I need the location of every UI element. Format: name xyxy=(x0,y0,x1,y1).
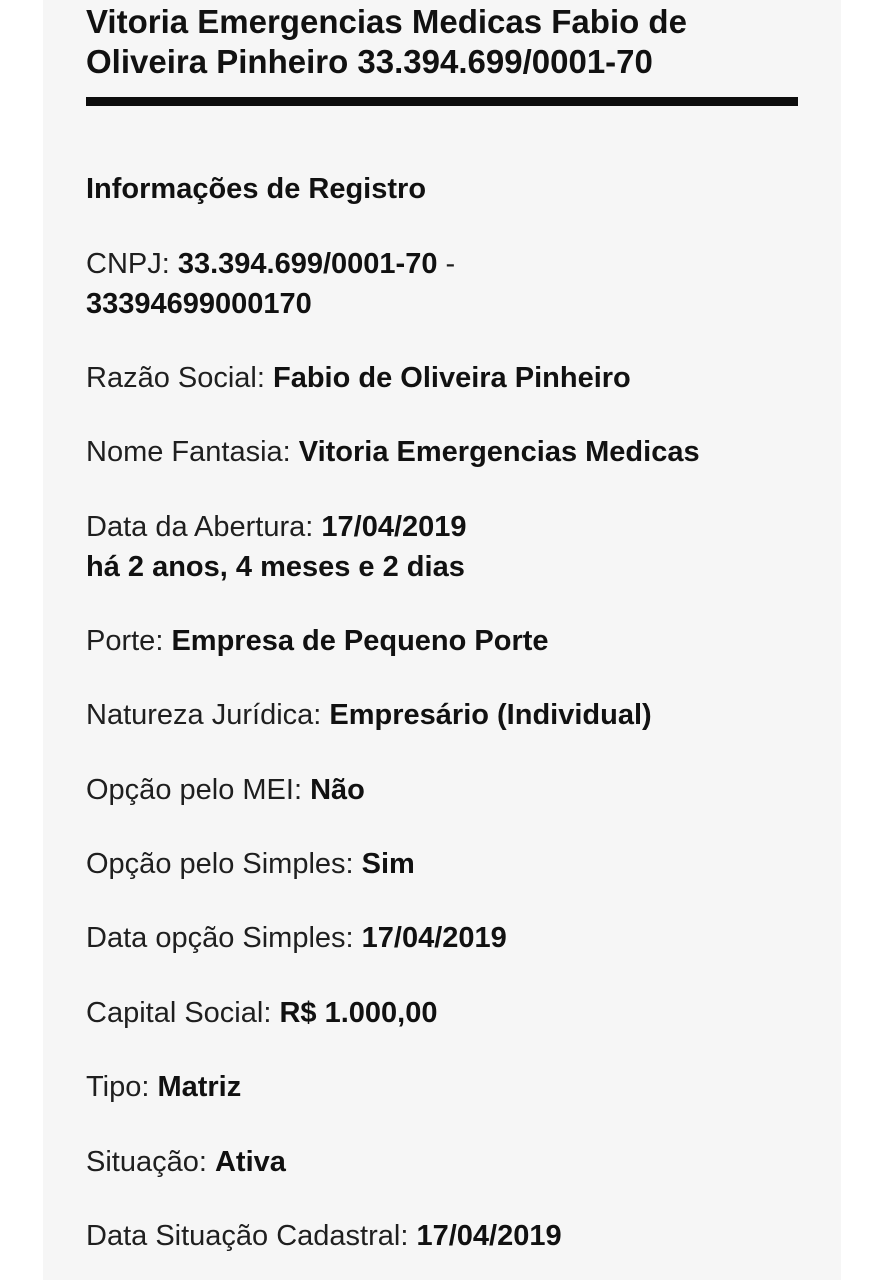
field-situacao xyxy=(86,1142,798,1182)
field-nome-fantasia xyxy=(86,432,798,472)
porte-label: Porte: xyxy=(86,625,172,657)
cnpj-separator: - xyxy=(437,248,456,280)
cnpj-digits: 33394699000170 xyxy=(86,288,312,320)
field-data-abertura xyxy=(86,507,798,587)
opcao-mei-value: Não xyxy=(310,774,365,806)
razao-social-value: Fabio de Oliveira Pinheiro xyxy=(273,362,631,394)
situacao-value: Ativa xyxy=(214,1146,286,1178)
data-abertura-label: Data da Abertura: xyxy=(86,511,322,543)
page-title: Vitoria Emergencias Medicas Fabio de Oliveira Pinheiro 33.394.699/0001-70 xyxy=(86,3,687,80)
capital-social-label: Capital Social: xyxy=(86,997,280,1029)
capital-social-value: R$ 1.000,00 xyxy=(279,997,438,1029)
data-abertura-value: 17/04/2019 xyxy=(321,511,467,543)
field-razao-social xyxy=(86,358,798,398)
tipo-value: Matriz xyxy=(157,1071,242,1103)
field-cnpj xyxy=(86,244,798,324)
data-opcao-simples-label: Data opção Simples: xyxy=(86,922,362,954)
natureza-juridica-value: Empresário (Individual) xyxy=(329,699,652,731)
field-capital-social xyxy=(86,993,798,1033)
porte-value: Empresa de Pequeno Porte xyxy=(171,625,549,657)
field-data-situacao xyxy=(86,1216,798,1256)
nome-fantasia-value: Vitoria Emergencias Medicas xyxy=(298,436,700,468)
opcao-mei-label: Opção pelo MEI: xyxy=(86,774,311,806)
cnpj-label: CNPJ: xyxy=(86,248,178,280)
situacao-label: Situação: xyxy=(86,1146,215,1178)
company-card xyxy=(43,0,841,1280)
field-opcao-mei xyxy=(86,770,798,810)
opcao-simples-label: Opção pelo Simples: xyxy=(86,848,362,880)
section-title: Informações de Registro xyxy=(86,173,427,205)
data-situacao-label: Data Situação Cadastral: xyxy=(86,1220,417,1252)
data-situacao-value: 17/04/2019 xyxy=(416,1220,562,1252)
nome-fantasia-label: Nome Fantasia: xyxy=(86,436,299,468)
field-data-opcao-simples xyxy=(86,918,798,958)
field-opcao-simples xyxy=(86,844,798,884)
title-divider xyxy=(86,97,798,106)
cnpj-value: 33.394.699/0001-70 xyxy=(177,248,438,280)
opcao-simples-value: Sim xyxy=(361,848,415,880)
razao-social-label: Razão Social: xyxy=(86,362,273,394)
natureza-juridica-label: Natureza Jurídica: xyxy=(86,699,330,731)
data-abertura-age: há 2 anos, 4 meses e 2 dias xyxy=(86,551,465,583)
field-porte xyxy=(86,621,798,661)
data-opcao-simples-value: 17/04/2019 xyxy=(361,922,507,954)
tipo-label: Tipo: xyxy=(86,1071,158,1103)
field-tipo xyxy=(86,1067,798,1107)
field-natureza-juridica xyxy=(86,695,798,735)
